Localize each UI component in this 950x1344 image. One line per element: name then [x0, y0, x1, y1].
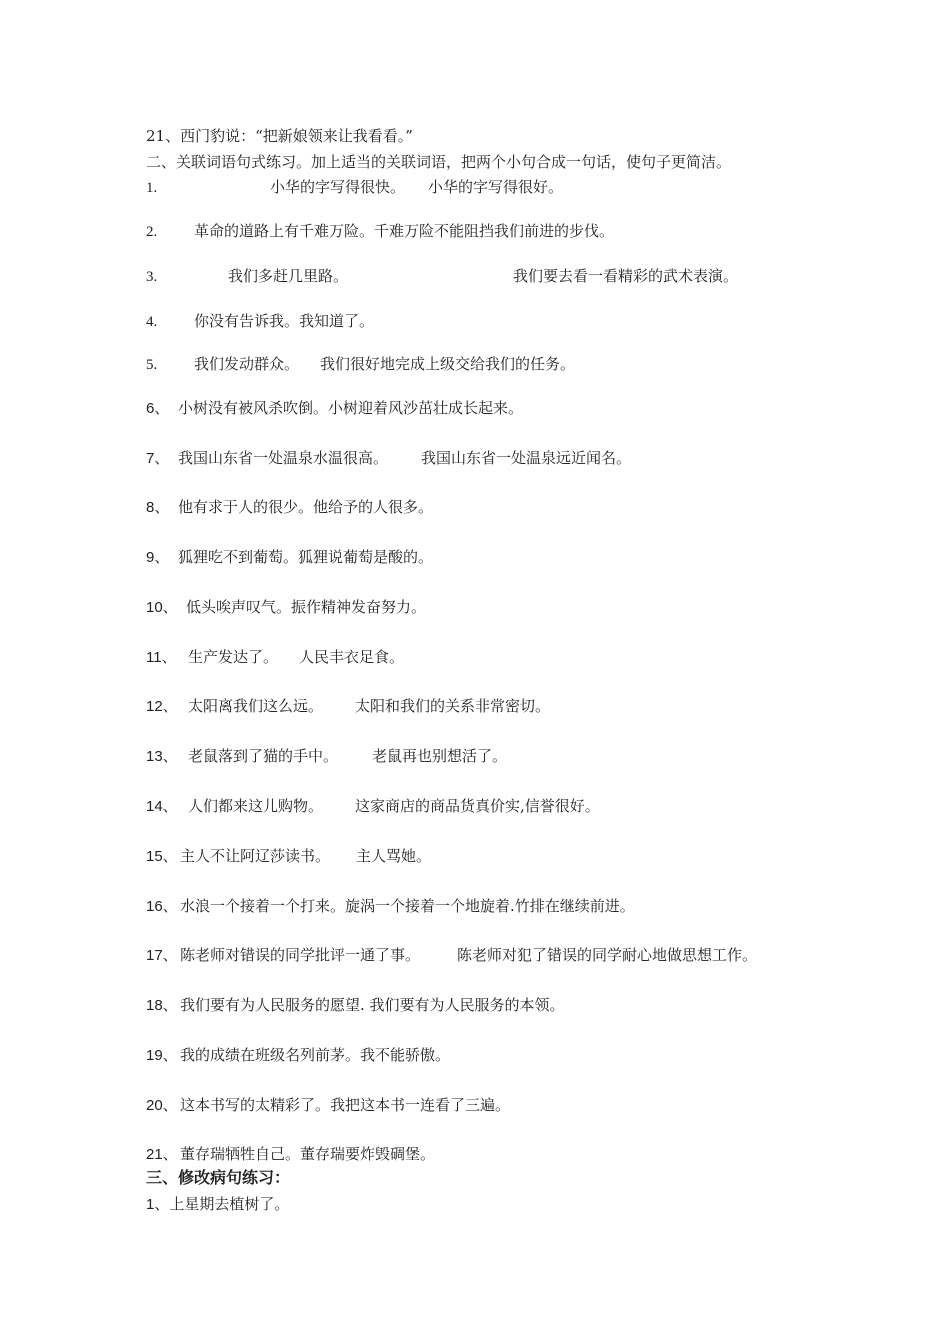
- exercise-number: 15、: [146, 848, 178, 865]
- exercise-number: 10、: [146, 599, 178, 616]
- exercise-2: [146, 221, 614, 242]
- exercise-sentence-b: 这家商店的商品货真价实,信誉很好。: [355, 797, 600, 815]
- intro-line-text: 21、西门豹说：“把新娘领来让我看看。”: [146, 127, 413, 145]
- section3-title-text: 三、修改病句练习：: [146, 1168, 291, 1187]
- exercise-sentence-a: 小华的字写得很快。: [270, 178, 406, 196]
- exercise-number: 1.: [146, 180, 158, 196]
- exercise-number: 21、: [146, 1146, 178, 1163]
- exercise-sentence-a: 董存瑞牺牲自己。董存瑞要炸毁碉堡。: [180, 1145, 436, 1163]
- exercise-sentence-a: 老鼠落到了猫的手中。: [188, 747, 339, 765]
- exercise-9: [146, 547, 433, 568]
- exercise-15: [146, 846, 431, 867]
- exercise-sentence-a: 小树没有被风杀吹倒。小树迎着风沙茁壮成长起来。: [178, 399, 524, 417]
- exercise-number: 6、: [146, 400, 170, 417]
- section3-title: [146, 1168, 290, 1188]
- intro-line: [146, 126, 413, 146]
- exercise-sentence-b: 我们要去看一看精彩的武术表演。: [513, 267, 739, 285]
- exercise-sentence-a: 我们要有为人民服务的愿望. 我们要有为人民服务的本领。: [180, 996, 565, 1014]
- exercise-sentence-a: 陈老师对错误的同学批评一通了事。: [180, 946, 421, 964]
- exercise-10: [146, 597, 426, 618]
- exercise-sentence-b: 我国山东省一处温泉远近闻名。: [421, 449, 632, 467]
- exercise-sentence-a: 人们都来这儿购物。: [188, 797, 324, 815]
- exercise-sentence-a: 太阳离我们这么远。: [188, 697, 324, 715]
- exercise-sentence-a: 他有求于人的很少。他给予的人很多。: [178, 498, 434, 516]
- exercise-sentence-a: 我们多赶几里路。: [228, 267, 349, 285]
- exercise-19: [146, 1045, 450, 1066]
- exercise-sentence-b: 主人骂她。: [356, 847, 432, 865]
- exercise-number: 14、: [146, 798, 178, 815]
- exercise-number: 8、: [146, 499, 170, 516]
- exercise-sentence-b: 陈老师对犯了错误的同学耐心地做思想工作。: [457, 946, 758, 964]
- exercise-number: 5.: [146, 357, 158, 373]
- exercise-sentence-b: 小华的字写得很好。: [428, 178, 564, 196]
- exercise-3: [146, 266, 738, 287]
- exercise-number: 9、: [146, 549, 170, 566]
- exercise-number: 2.: [146, 224, 158, 240]
- exercise-14: [146, 796, 600, 817]
- section3-item-1: [146, 1194, 289, 1215]
- exercise-number: 4.: [146, 314, 158, 330]
- exercise-sentence-a: 生产发达了。: [188, 648, 279, 666]
- exercise-sentence-a: 低头唉声叹气。振作精神发奋努力。: [186, 598, 427, 616]
- exercise-number: 18、: [146, 997, 178, 1014]
- exercise-20: [146, 1095, 510, 1116]
- section3-item-number: 1: [146, 1196, 155, 1213]
- exercise-sentence-b: 人民丰衣足食。: [299, 648, 405, 666]
- exercise-18: [146, 995, 565, 1016]
- exercise-sentence-a: 我们发动群众。: [194, 355, 300, 373]
- exercise-sentence-a: 你没有告诉我。我知道了。: [194, 312, 375, 330]
- exercise-number: 17、: [146, 947, 178, 964]
- exercise-sentence-a: 水浪一个接着一个打来。旋涡一个接着一个地旋着.竹排在继续前进。: [180, 897, 635, 915]
- exercise-12: [146, 696, 550, 717]
- exercise-sentence-b: 太阳和我们的关系非常密切。: [355, 697, 551, 715]
- exercise-sentence-a: 革命的道路上有千难万险。千难万险不能阻挡我们前进的步伐。: [194, 222, 615, 240]
- exercise-sentence-a: 我国山东省一处温泉水温很高。: [178, 449, 389, 467]
- section2-title: [146, 152, 731, 172]
- exercise-number: 7、: [146, 450, 170, 467]
- exercise-sentence-a: 主人不让阿辽莎读书。: [180, 847, 331, 865]
- exercise-sentence-a: 狐狸吃不到葡萄。狐狸说葡萄是酸的。: [178, 548, 434, 566]
- exercise-17: [146, 945, 757, 966]
- exercise-number: 19、: [146, 1047, 178, 1064]
- exercise-1: [146, 177, 563, 198]
- exercise-8: [146, 497, 433, 518]
- exercise-number: 20、: [146, 1097, 178, 1114]
- exercise-4: [146, 311, 374, 332]
- section3-item-text: 、上星期去植树了。: [154, 1195, 290, 1213]
- exercise-number: 11、: [146, 649, 177, 666]
- exercise-11: [146, 647, 404, 668]
- exercise-number: 3.: [146, 269, 158, 285]
- exercise-16: [146, 896, 635, 917]
- exercise-sentence-a: 这本书写的太精彩了。我把这本书一连看了三遍。: [180, 1096, 511, 1114]
- exercise-13: [146, 746, 507, 767]
- exercise-7: [146, 448, 631, 469]
- section2-title-text: 二、关联词语句式练习。加上适当的关联词语，把两个小句合成一句话，使句子更简洁。: [146, 153, 732, 171]
- exercise-sentence-b: 我们很好地完成上级交给我们的任务。: [320, 355, 576, 373]
- exercise-sentence-b: 老鼠再也别想活了。: [372, 747, 508, 765]
- exercise-sentence-a: 我的成绩在班级名列前茅。我不能骄傲。: [180, 1046, 451, 1064]
- exercise-21: [146, 1144, 435, 1165]
- exercise-6: [146, 398, 523, 419]
- exercise-number: 12、: [146, 698, 178, 715]
- exercise-5: [146, 354, 575, 375]
- exercise-number: 16、: [146, 898, 178, 915]
- exercise-number: 13、: [146, 748, 178, 765]
